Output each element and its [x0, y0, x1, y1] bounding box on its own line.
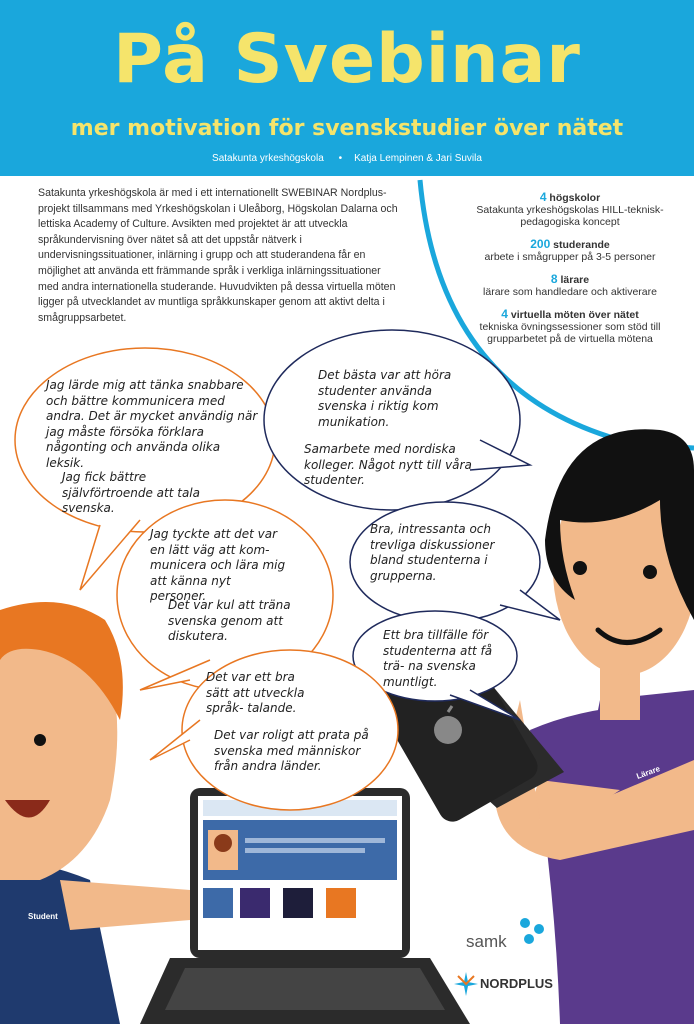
fact-number: 4 [539, 190, 547, 204]
quote-1a: Jag lärde mig att tänka snabbare och bättre kommunicera med andra. Det är mycket användig när jag måste försöka förklara någonting och använda olika leksik. [46, 378, 258, 470]
quote-3b: Det var kul att träna svenska genom att diskutera. [168, 598, 291, 643]
fact-title: virtuella möten över nätet [510, 309, 639, 321]
teacher-label: Lärare [635, 764, 662, 781]
fact-title: studerande [553, 239, 610, 251]
quote-3a: Jag tyckte att det var en lätt väg att kom- municera och lära mig att känna nyt personer. [150, 527, 286, 603]
samk-logo-icon [517, 915, 551, 949]
quote-2b: Samarbete med nordiska kolleger. Något nytt till våra studenter. [304, 442, 472, 487]
intro-text: Satakunta yrkeshögskola är med i ett internationellt SWEBINAR Nordplus-projekt tillsammans med Yrkeshögskolan i Uleåborg, Högskolan Dalarna och lettiska Academy of Culture. Avsikten med projektet är att utveckla språkundervisning över nätet så att det uppstår nätverk i undervisningssituationer, inlärning i grupp och att studerandena får en möjlighet att använda ett främmande språk i verkliga inlärningssituationer med andra internationella studerande. Huvudvikten på dessa virtuella möten ligger på utvecklandet av muntliga språkkunskaper genom att aktivt delta i smågruppsarbetet. [38, 187, 398, 324]
fact-number: 200 [530, 237, 551, 251]
fact-desc: arbete i smågrupper på 3-5 personer [484, 251, 656, 263]
quote-1b: Jag fick bättre självförtroende att tala svenska. [62, 470, 200, 515]
fact-number: 4 [501, 307, 508, 321]
quote-5: Ett bra tillfälle för studenterna att få trä- na svenska muntligt. [383, 628, 493, 689]
page-title: På Svebinar [113, 20, 581, 99]
nordplus-logo: NORDPLUS [480, 976, 553, 991]
bullet-icon: • [338, 153, 343, 164]
quote-4: Bra, intressanta och trevliga diskussioner bland studenterna i grupperna. [370, 522, 495, 583]
page-subtitle: mer motivation för svenskstudier över nätet [70, 116, 624, 141]
samk-logo: samk [466, 932, 507, 951]
quote-2a: Det bästa var att höra studenter använda svenska i riktig kom munikation. [318, 368, 452, 429]
fact-desc: Satakunta yrkeshögskolas HILL-teknisk-pedagogiska koncept [476, 204, 664, 228]
nordplus-logo-icon [454, 972, 478, 996]
authors: Katja Lempinen & Jari Suvila [354, 153, 482, 164]
school-name: Satakunta yrkeshögskola [212, 153, 324, 164]
fact-desc: lärare som handledare och aktiverare [483, 286, 657, 298]
fact-desc: tekniska övningssessioner som stöd till grupparbetet på de virtuella mötena [479, 321, 661, 345]
student-label: Student [28, 912, 58, 921]
quote-6b: Det var roligt att prata på svenska med människor från andra länder. [214, 728, 369, 773]
fact-title: högskolor [549, 192, 601, 204]
fact-title: lärare [560, 274, 590, 286]
fact-number: 8 [550, 272, 558, 286]
quote-6a: Det var ett bra sätt att utveckla språk- talande. [206, 670, 305, 715]
